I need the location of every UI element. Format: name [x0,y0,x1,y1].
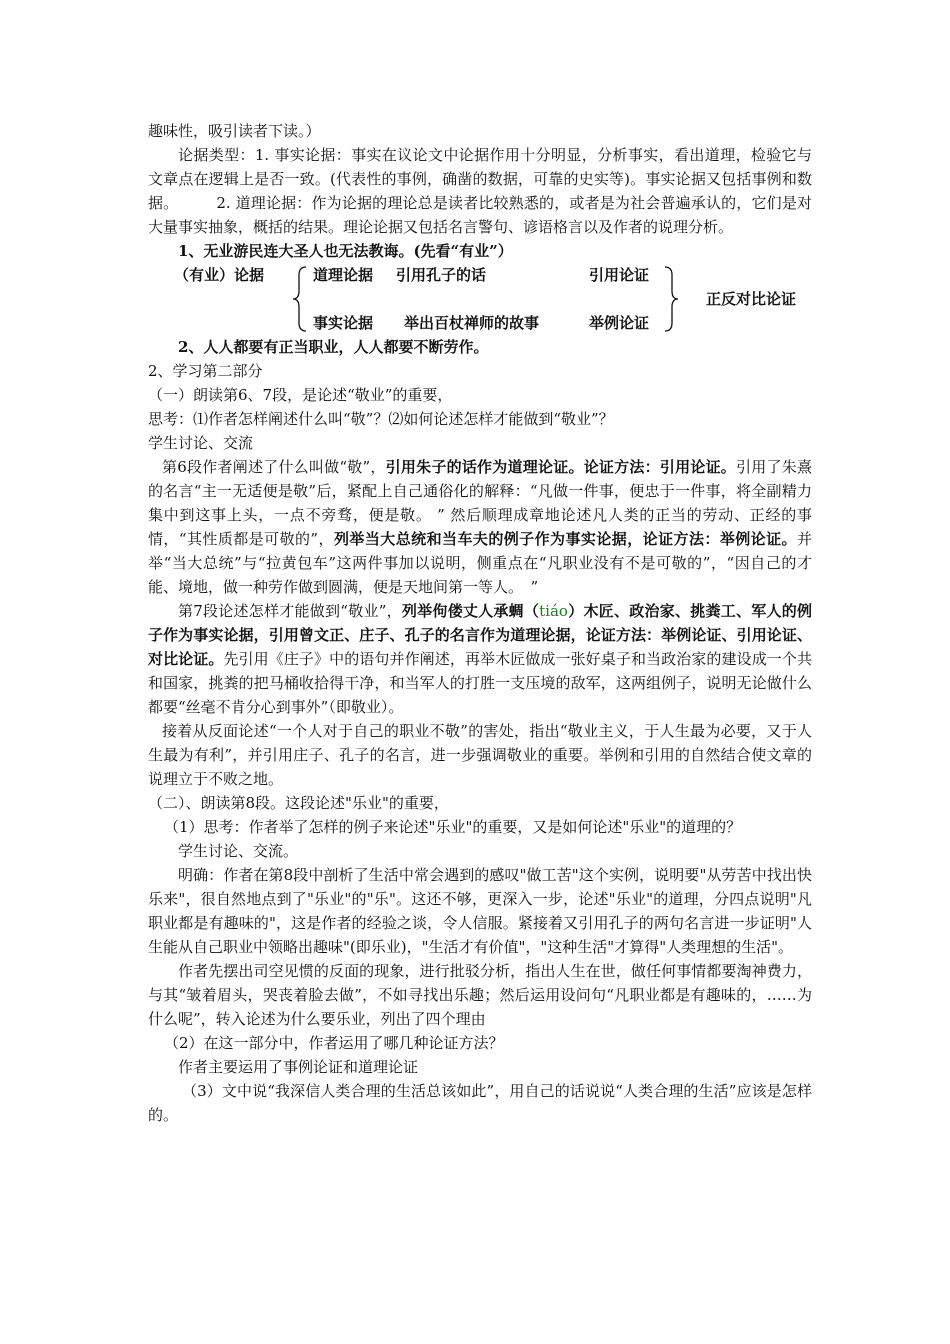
diagram-left-label: （有业）论据 [174,266,265,284]
heading-point-2: 2、人人都要有正当职业，人人都要不断劳作。 [178,338,489,356]
paragraph-intro-end: 趣味性，吸引读者下读。） [148,122,321,140]
heading-point-1: 1、无业游民连大圣人也无法教诲。(先看“有业”） [178,242,513,260]
paragraph-negative-argument: 接着从反面论述“一个人对于自己的职业不敬”的害处，指出“敬业主义，于人生最为必要，又于人生最为有利”，并引用庄子、孔子的名言，进一步强调敬业的重要。举例和引用的自然结合使文章的说理立于不败之地。 [148,722,812,788]
document-body [148,119,812,1127]
diagram-bottom-type: 事实论据 [313,314,374,332]
paragraph-section-6: 第6段作者阐述了什么叫做“敬”，引用朱子的话作为道理论证。论证方法：引用论证。引用了朱熹的名言“主一无适便是敬”后，紧配上自己通俗化的解释：“凡做一件事，便忠于一件事，将全副精力集中到这事上头，一点不旁骛，便是敬。 ” 然后顺理成章地论述凡人类的正当的劳动、正经的事情，“其性质都是可敬的”，列举当大总统和当车夫的例子作为事实论据，论证方法：举例论证。并举“当大总统”与“拉黄包车”这两件事加以说明，侧重点在“凡职业没有不是可敬的”，“因自己的才能、境地，做一种劳作做到圆满，便是天地间第一等人。 ” [148,458,812,596]
question-2: （1）思考：作者举了怎样的例子来论述"乐业"的重要，又是如何论述"乐业"的道理的？ [164,818,742,836]
answer-3: 作者主要运用了事例论证和道理论证 [178,1058,419,1076]
diagram-bottom-method: 举例论证 [589,314,650,332]
question-1: 思考：⑴作者怎样阐述什么叫“敬”？⑵如何论述怎样才能做到“敬业”？ [148,410,614,428]
right-brace-icon [660,265,680,333]
subsection-2-title: （二）、朗读第8段。这段论述"乐业"的重要， [148,794,449,812]
question-4: （3）文中说“我深信人类合理的生活总该如此”，用自己的话说说“人类合理的生活”应该是怎样的。 [148,1082,812,1124]
paragraph-argument-types: 论据类型：1. 事实论据：事实在议论文中论据作用十分明显，分析事实，看出道理，检验它与文章点在逻辑上是否一致。(代表性的事例，确凿的数据，可靠的史实等)。事实论据又包括事例和数据。 2. 道理论据：作为论据的理论总是读者比较熟悉的，或者是为社会普遍承认的，它们是对大量事实抽象，概括的结果。理论论据又包括名言警句、谚语格言以及作者的说理分析。 [148,146,812,236]
diagram-bottom-content: 举出百杖禅师的故事 [404,314,540,332]
diagram-right-label: 正反对比论证 [706,290,797,308]
discussion-note-2: 学生讨论、交流。 [178,842,299,860]
pinyin-annotation: tiáo [539,602,568,620]
diagram-top-type: 道理论据 [313,266,374,284]
paragraph-author-approach: 作者先摆出司空见惯的反面的现象，进行批驳分析，指出人生在世，做任何事情都要淘神费力，与其“皱着眉头，哭丧着脸去做”，不如寻找出乐趣；然后运用设问句“凡职业都是有趣味的，……为什么呢”，转入论述为什么要乐业，列出了四个理由 [148,962,812,1028]
diagram-top-method: 引用论证 [589,266,650,284]
argument-structure-diagram [148,263,812,335]
left-brace-icon [291,265,311,333]
question-3: （2）在这一部分中，作者运用了哪几种论证方法？ [164,1034,504,1052]
paragraph-answer: 明确：作者在第8段中剖析了生活中常会遇到的感叹"做工苦"这个实例，说明要"从劳苦中找出快乐来"，很自然地点到了"乐业"的"乐"。这还不够，更深入一步，论述"乐业"的道理，分四点说明"凡职业都是有趣味的"，这是作者的经验之谈，令人信服。紧接着又引用孔子的两句名言进一步证明"人生能从自己职业中领略出趣味"(即乐业)，"生活才有价值"，"这种生活"才算得"人类理想的生活"。 [148,866,812,956]
diagram-top-content: 引用孔子的话 [396,266,487,284]
subsection-1-title: （一）朗读第6、7段，是论述“敬业”的重要， [148,386,453,404]
paragraph-section-7: 第7段论述怎样才能做到“敬业”，列举佝偻丈人承蜩（tiáo）木匠、政治家、挑粪工、军人的例子作为事实论据，引用曾文正、庄子、孔子的名言作为道理论据，论证方法：举例论证、引用论证、对比论证。先引用《庄子》中的语句并作阐述，再举木匠做成一张好桌子和当政治家的建设成一个共和国家，挑粪的把马桶收拾得干净，和当军人的打胜一支压境的敌军，这两组例子，说明无论做什么都要“丝毫不肯分心到事外”（即敬业）。 [148,602,812,716]
section-title-part-2: 2、学习第二部分 [148,362,263,380]
discussion-note-1: 学生讨论、交流 [148,434,254,452]
